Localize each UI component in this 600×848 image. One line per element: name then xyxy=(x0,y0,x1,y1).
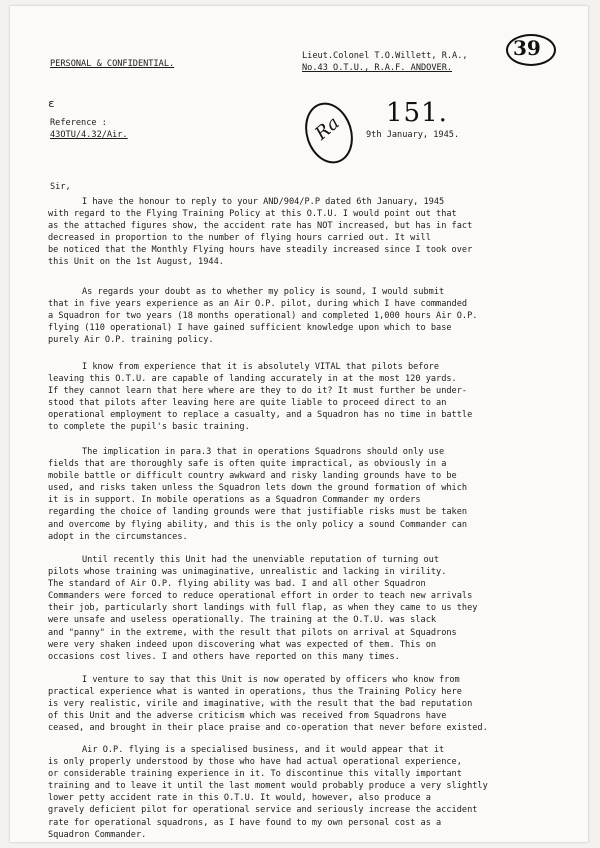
sender-unit: No.43 O.T.U., R.A.F. ANDOVER. xyxy=(302,63,453,73)
paragraph-line: as the attached figures show, the accident rate has NOT increased, but has in fact xyxy=(48,221,473,232)
paragraph-line: occasions cost lives. I and others have reported on this many times. xyxy=(48,651,400,662)
paragraph-line: leaving this O.T.U. are capable of landing accurately in at the most 120 yards. xyxy=(48,374,457,385)
paragraph-line: were very shaken indeed upon discovering what was expected of them. This on xyxy=(48,639,437,650)
paragraph-line: their job, particularly short landings with full flap, as when they came to us they xyxy=(48,603,478,614)
paragraph-line: lower petty accident rate in this O.T.U. It would, however, also produce a xyxy=(48,793,431,804)
paragraph-line: this Unit on the 1st August, 1944. xyxy=(48,257,224,268)
paragraph-line: Commanders were forced to reduce operational effort in order to teach new arrivals xyxy=(48,591,473,602)
paragraph-line: As regards your doubt as to whether my policy is sound, I would submit xyxy=(82,287,445,297)
folio-number: 39 xyxy=(513,36,541,60)
paragraph-line: of this Unit and the adverse criticism which was received from Squadrons have xyxy=(48,711,447,722)
margin-mark: ɛ xyxy=(48,97,55,110)
paragraph-line: with regard to the Flying Training Policy at this O.T.U. I would point out that xyxy=(48,209,457,220)
paragraph-line: The standard of Air O.P. flying ability was bad. I and all other Squadron xyxy=(48,579,426,590)
paragraph-line: flying (110 operational) I have gained sufficient knowledge upon which to base xyxy=(48,323,452,334)
paragraph-line: that in five years experience as an Air O.P. pilot, during which I have commanded xyxy=(48,299,468,310)
paragraph-line: operational employment to replace a casualty, and a Squadron has no time in battle xyxy=(48,410,473,421)
paragraph-line: fields that are thoroughly safe is often quite impractical, as obviously in a xyxy=(48,459,447,470)
paragraph-7 xyxy=(48,744,488,841)
paragraph-5 xyxy=(48,554,477,663)
salutation: Sir, xyxy=(50,182,71,192)
paragraph-6 xyxy=(48,674,488,734)
handwritten-reference: 151. xyxy=(386,98,448,128)
paragraph-4 xyxy=(48,446,467,543)
paragraph-line: The implication in para.3 that in operations Squadrons should only use xyxy=(82,447,445,457)
paragraph-line: used, and risks taken unless the Squadron lets down the ground formation of which xyxy=(48,483,468,494)
paragraph-line: were unsafe and useless operationally. The training at the O.T.U. was slack xyxy=(48,615,437,626)
paragraph-line: is very realistic, virile and imaginative, with the result that the bad reputation xyxy=(48,699,473,710)
paragraph-2 xyxy=(48,286,477,346)
paragraph-line: I know from experience that it is absolutely VITAL that pilots before xyxy=(82,362,439,372)
paragraph-line: Air O.P. flying is a specialised business, and it would appear that it xyxy=(82,745,445,755)
paragraph-line: rate for operational squadrons, as I have found to my own personal cost as a xyxy=(48,817,442,828)
paragraph-line: ceased, and brought in their place praise and co-operation that never before existed. xyxy=(48,723,488,734)
paragraph-line: gravely deficient pilot for operational service and seriously increase the accident xyxy=(48,805,478,816)
paragraph-line: stood that pilots after leaving here are quite liable to proceed direct to an xyxy=(48,398,447,409)
paragraph-line: purely Air O.P. training policy. xyxy=(48,335,214,346)
paragraph-line: and "panny" in the extreme, with the result that pilots on arrival at Squadrons xyxy=(48,627,457,638)
paragraph-line: mobile battle or difficult country awkward and risky landing grounds have to be xyxy=(48,471,457,482)
classification-marking: PERSONAL & CONFIDENTIAL. xyxy=(50,59,175,69)
paragraph-line: is only properly understood by those who have had actual operational experience, xyxy=(48,757,462,768)
letter-page xyxy=(10,6,588,842)
paragraph-line: I have the honour to reply to your AND/904/P.P dated 6th January, 1945 xyxy=(82,197,445,207)
paragraph-line: adopt in the circumstances. xyxy=(48,531,188,542)
paragraph-line: and overcome by flying ability, and this is the only policy a sound Commander can xyxy=(48,519,468,530)
paragraph-line: a Squadron for two years (18 months operational) and completed 1,000 hours Air O.P. xyxy=(48,311,478,322)
paragraph-line: to complete the pupil's basic training. xyxy=(48,422,250,433)
sender-name: Lieut.Colonel T.O.Willett, R.A., xyxy=(302,51,468,61)
paragraph-3 xyxy=(48,361,472,434)
paragraph-line: it is in support. In mobile operations as a Squadron Commander my orders xyxy=(48,495,421,506)
paragraph-line: Squadron Commander. xyxy=(48,829,147,840)
paragraph-line: training and to leave it until the last moment would probably produce a very slightly xyxy=(48,781,488,792)
paragraph-line: regarding the choice of landing grounds were that justifiable risks must be taken xyxy=(48,507,468,518)
paragraph-line: decreased in proportion to the number of flying hours carried out. It will xyxy=(48,233,431,244)
paragraph-line: If they cannot learn that here where are they to do it? It must further be under- xyxy=(48,386,468,397)
paragraph-line: I venture to say that this Unit is now operated by officers who know from xyxy=(82,675,460,685)
handwritten-initials: Ra xyxy=(311,112,344,145)
paragraph-line: practical experience what is wanted in operations, thus the Training Policy here xyxy=(48,687,462,698)
reference-value: 43OTU/4.32/Air. xyxy=(50,130,128,140)
paragraph-line: Until recently this Unit had the unenviable reputation of turning out xyxy=(82,555,439,565)
paragraph-line: pilots whose training was unimaginative, unrealistic and lacking in virility. xyxy=(48,567,447,578)
letter-date: 9th January, 1945. xyxy=(366,130,460,140)
paragraph-1 xyxy=(48,196,472,269)
paragraph-line: be noticed that the Monthly Flying hours have steadily increased since I took over xyxy=(48,245,473,256)
paragraph-line: or considerable training experience in it. To discontinue this vitally important xyxy=(48,769,462,780)
reference-label: Reference : xyxy=(50,118,107,128)
